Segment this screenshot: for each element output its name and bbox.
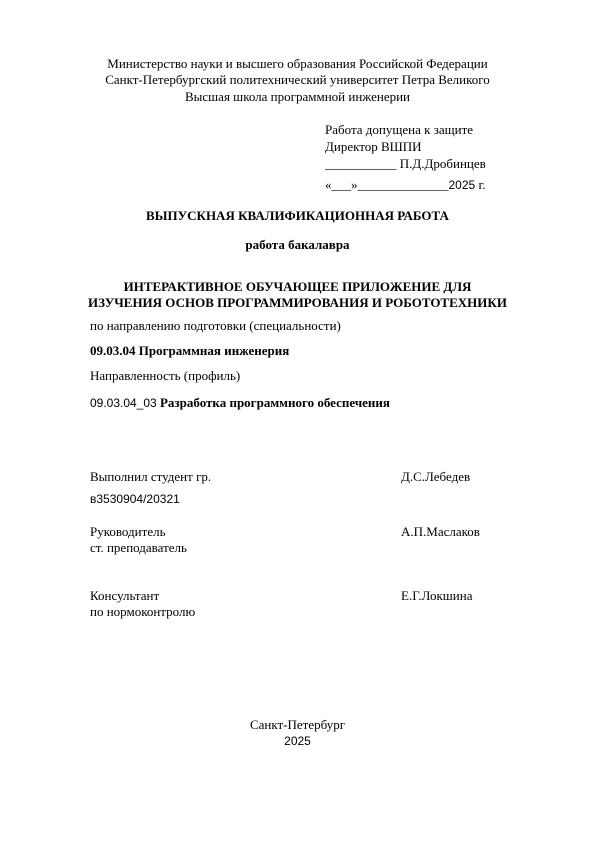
date-day-blank: ___ [331,177,351,192]
university-line: Санкт-Петербургский политехнический университет Петра Великого [105,72,490,87]
date-month-blank: ______________ [357,177,449,192]
profile-name: Разработка программного обеспечения [156,395,390,410]
approval-director: Директор ВШПИ [325,139,422,154]
footer-year: 2025 [284,734,311,748]
consultant-label: Консультант [90,588,160,603]
school-line: Высшая школа программной инженерии [185,89,410,104]
date-open-quote: « [325,177,332,192]
student-name: Д.С.Лебедев [401,469,471,484]
profile-label: Направленность (профиль) [90,368,241,383]
topic-line2: ИЗУЧЕНИЯ ОСНОВ ПРОГРАММИРОВАНИЯ И РОБОТОТЕХНИКИ [88,295,507,310]
degree: работа бакалавра [245,237,350,252]
approval-signature [325,156,486,172]
director-name: П.Д.Дробинцев [396,156,486,171]
date-year: 2025 [448,178,476,192]
direction-label: по направлению подготовки (специальности) [90,318,341,333]
ministry-line: Министерство науки и высшего образования Российской Федерации [107,56,488,71]
work-type: ВЫПУСКНАЯ КВАЛИФИКАЦИОННАЯ РАБОТА [146,208,449,223]
direction-value: 09.03.04 Программная инженерия [90,343,290,358]
signature-blank: ___________ [325,156,397,171]
consultant-name: Е.Г.Локшина [401,588,473,603]
profile-line [90,395,390,411]
student-label: Выполнил студент гр. [90,469,212,484]
consultant-role: по нормоконтролю [90,604,196,619]
approval-line1: Работа допущена к защите [325,122,474,137]
footer-city: Санкт-Петербург [249,717,346,732]
supervisor-name: А.П.Маслаков [401,524,480,539]
supervisor-position: ст. преподаватель [90,540,187,555]
topic-line1: ИНТЕРАКТИВНОЕ ОБУЧАЮЩЕЕ ПРИЛОЖЕНИЕ ДЛЯ [123,279,472,294]
supervisor-label: Руководитель [90,524,166,539]
date-suffix: г. [475,177,486,192]
profile-code: 09.03.04_03 [90,396,157,410]
approval-date [325,177,486,193]
date-close-quote: » [351,177,358,192]
student-group: в3530904/20321 [90,492,180,506]
